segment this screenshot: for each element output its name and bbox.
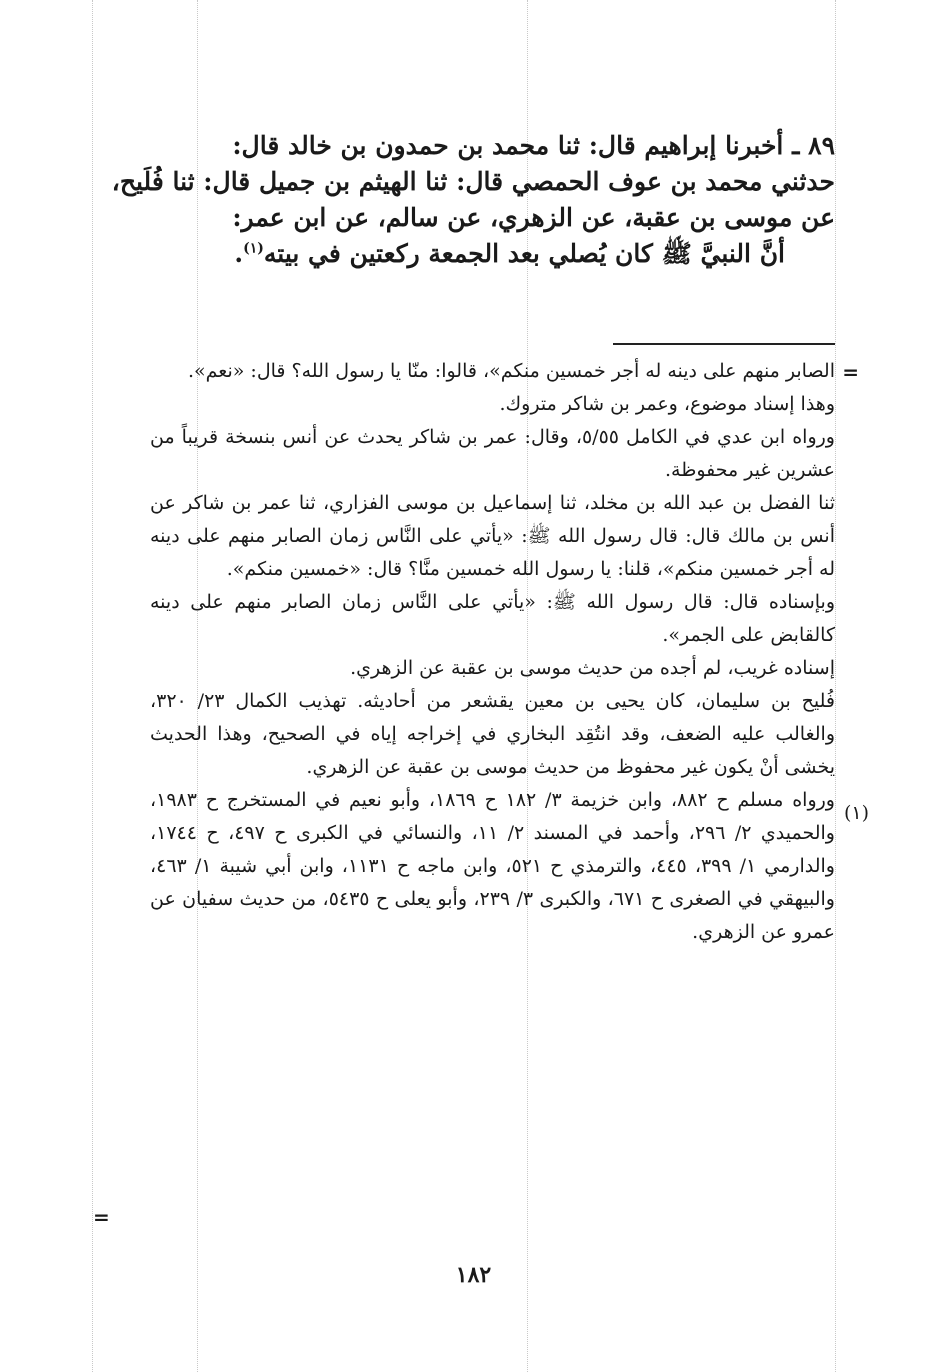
note-paragraph: الصابر منهم على دينه له أجر خمسين منكم»، قالوا: منّا يا رسول الله؟ قال: «نعم».	[187, 360, 835, 382]
hadith-text	[105, 128, 835, 272]
footnote-1-paragraph: ورواه مسلم ح ٨٨٢، وابن خزيمة ٣/ ١٨٢ ح ١٨٦٩، وأبو نعيم في المستخرج ح ١٩٨٣، والحميدي ٢/ ٢٩٦، وأحمد في المسند ٢/ ١١، والنسائي في الكبرى ح ٤٩٧، ح ١٧٤٤، والدارمي ١/ ٣٩٩، ٤٤٥، والترمذي ح ٥٢١، وابن ماجه ح ١١٣١، وابن أبي شيبة ١/ ٤٦٣، والبيهقي في الصغرى ح ٦٧١، والكبرى ٣/ ٢٣٩، وأبو يعلى ح ٥٤٣٥، من حديث سفيان عن عمرو عن الزهري.	[150, 789, 835, 943]
hadith-matn: أنَّ النبيَّ ﷺ كان يُصلي بعد الجمعة ركعتين في بيته$^{(١)}$.	[234, 239, 785, 268]
continuation-mark-bottom: =	[93, 1205, 110, 1229]
footnote-1-paragraph: فُليح بن سليمان، كان يحيى بن معين يقشعر من أحاديثه. تهذيب الكمال ٢٣/ ٣٢٠، والغالب عليه الضعف، وقد انتُقِد البخاري في إخراجه إياه في الصحيح، وهذا الحديث يخشى أنْ يكون غير محفوظ من حديث موسى بن عقبة عن الزهري.	[150, 690, 835, 778]
hadith-number: ٨٩ ـ	[792, 131, 835, 160]
footnotes	[150, 355, 835, 949]
hadith-line-3: عن موسى بن عقبة، عن الزهري، عن سالم، عن ابن عمر:	[232, 203, 835, 232]
note-paragraph: ورواه ابن عدي في الكامل ٥/٥٥، وقال: عمر بن شاكر يحدث عن أنس بنسخة قريباً من عشرين غير محفوظة.	[150, 426, 835, 481]
footnote-1-marker: (١)	[843, 802, 869, 824]
note-paragraph: وبإسناده قال: قال رسول الله ﷺ: «يأتي على النَّاس زمان الصابر منهم على دينه كالقابض على الجمر».	[150, 591, 835, 646]
note-paragraph: ثنا الفضل بن عبد الله بن مخلد، ثنا إسماعيل بن موسى الفزاري، ثنا عمر بن شاكر عن أنس بن مالك قال: قال رسول الله ﷺ: «يأتي على النَّاس زمان الصابر منهم على دينه له أجر خمسين منكم»، قلنا: يا رسول الله خمسين منَّا؟ قال: «خمسين منكم».	[150, 492, 835, 580]
scan-guide-line	[835, 0, 836, 1372]
footnote-separator	[613, 343, 835, 345]
footnote-reference: (١)	[243, 240, 264, 257]
scan-guide-line	[92, 0, 93, 1372]
hadith-line-1: ٨٩ ـ أخبرنا إبراهيم قال: ثنا محمد بن حمدون بن خالد قال:	[232, 131, 835, 160]
hadith-line-2: حدثني محمد بن عوف الحمصي قال: ثنا الهيثم بن جميل قال: ثنا فُلَيح،	[111, 167, 835, 196]
note-paragraph: وهذا إسناد موضوع، وعمر بن شاكر متروك.	[499, 393, 835, 415]
continuation-mark-top: =	[842, 360, 859, 384]
page-number: ١٨٢	[455, 1262, 492, 1288]
footnote-1-paragraph: إسناده غريب، لم أجده من حديث موسى بن عقبة عن الزهري.	[350, 657, 835, 679]
